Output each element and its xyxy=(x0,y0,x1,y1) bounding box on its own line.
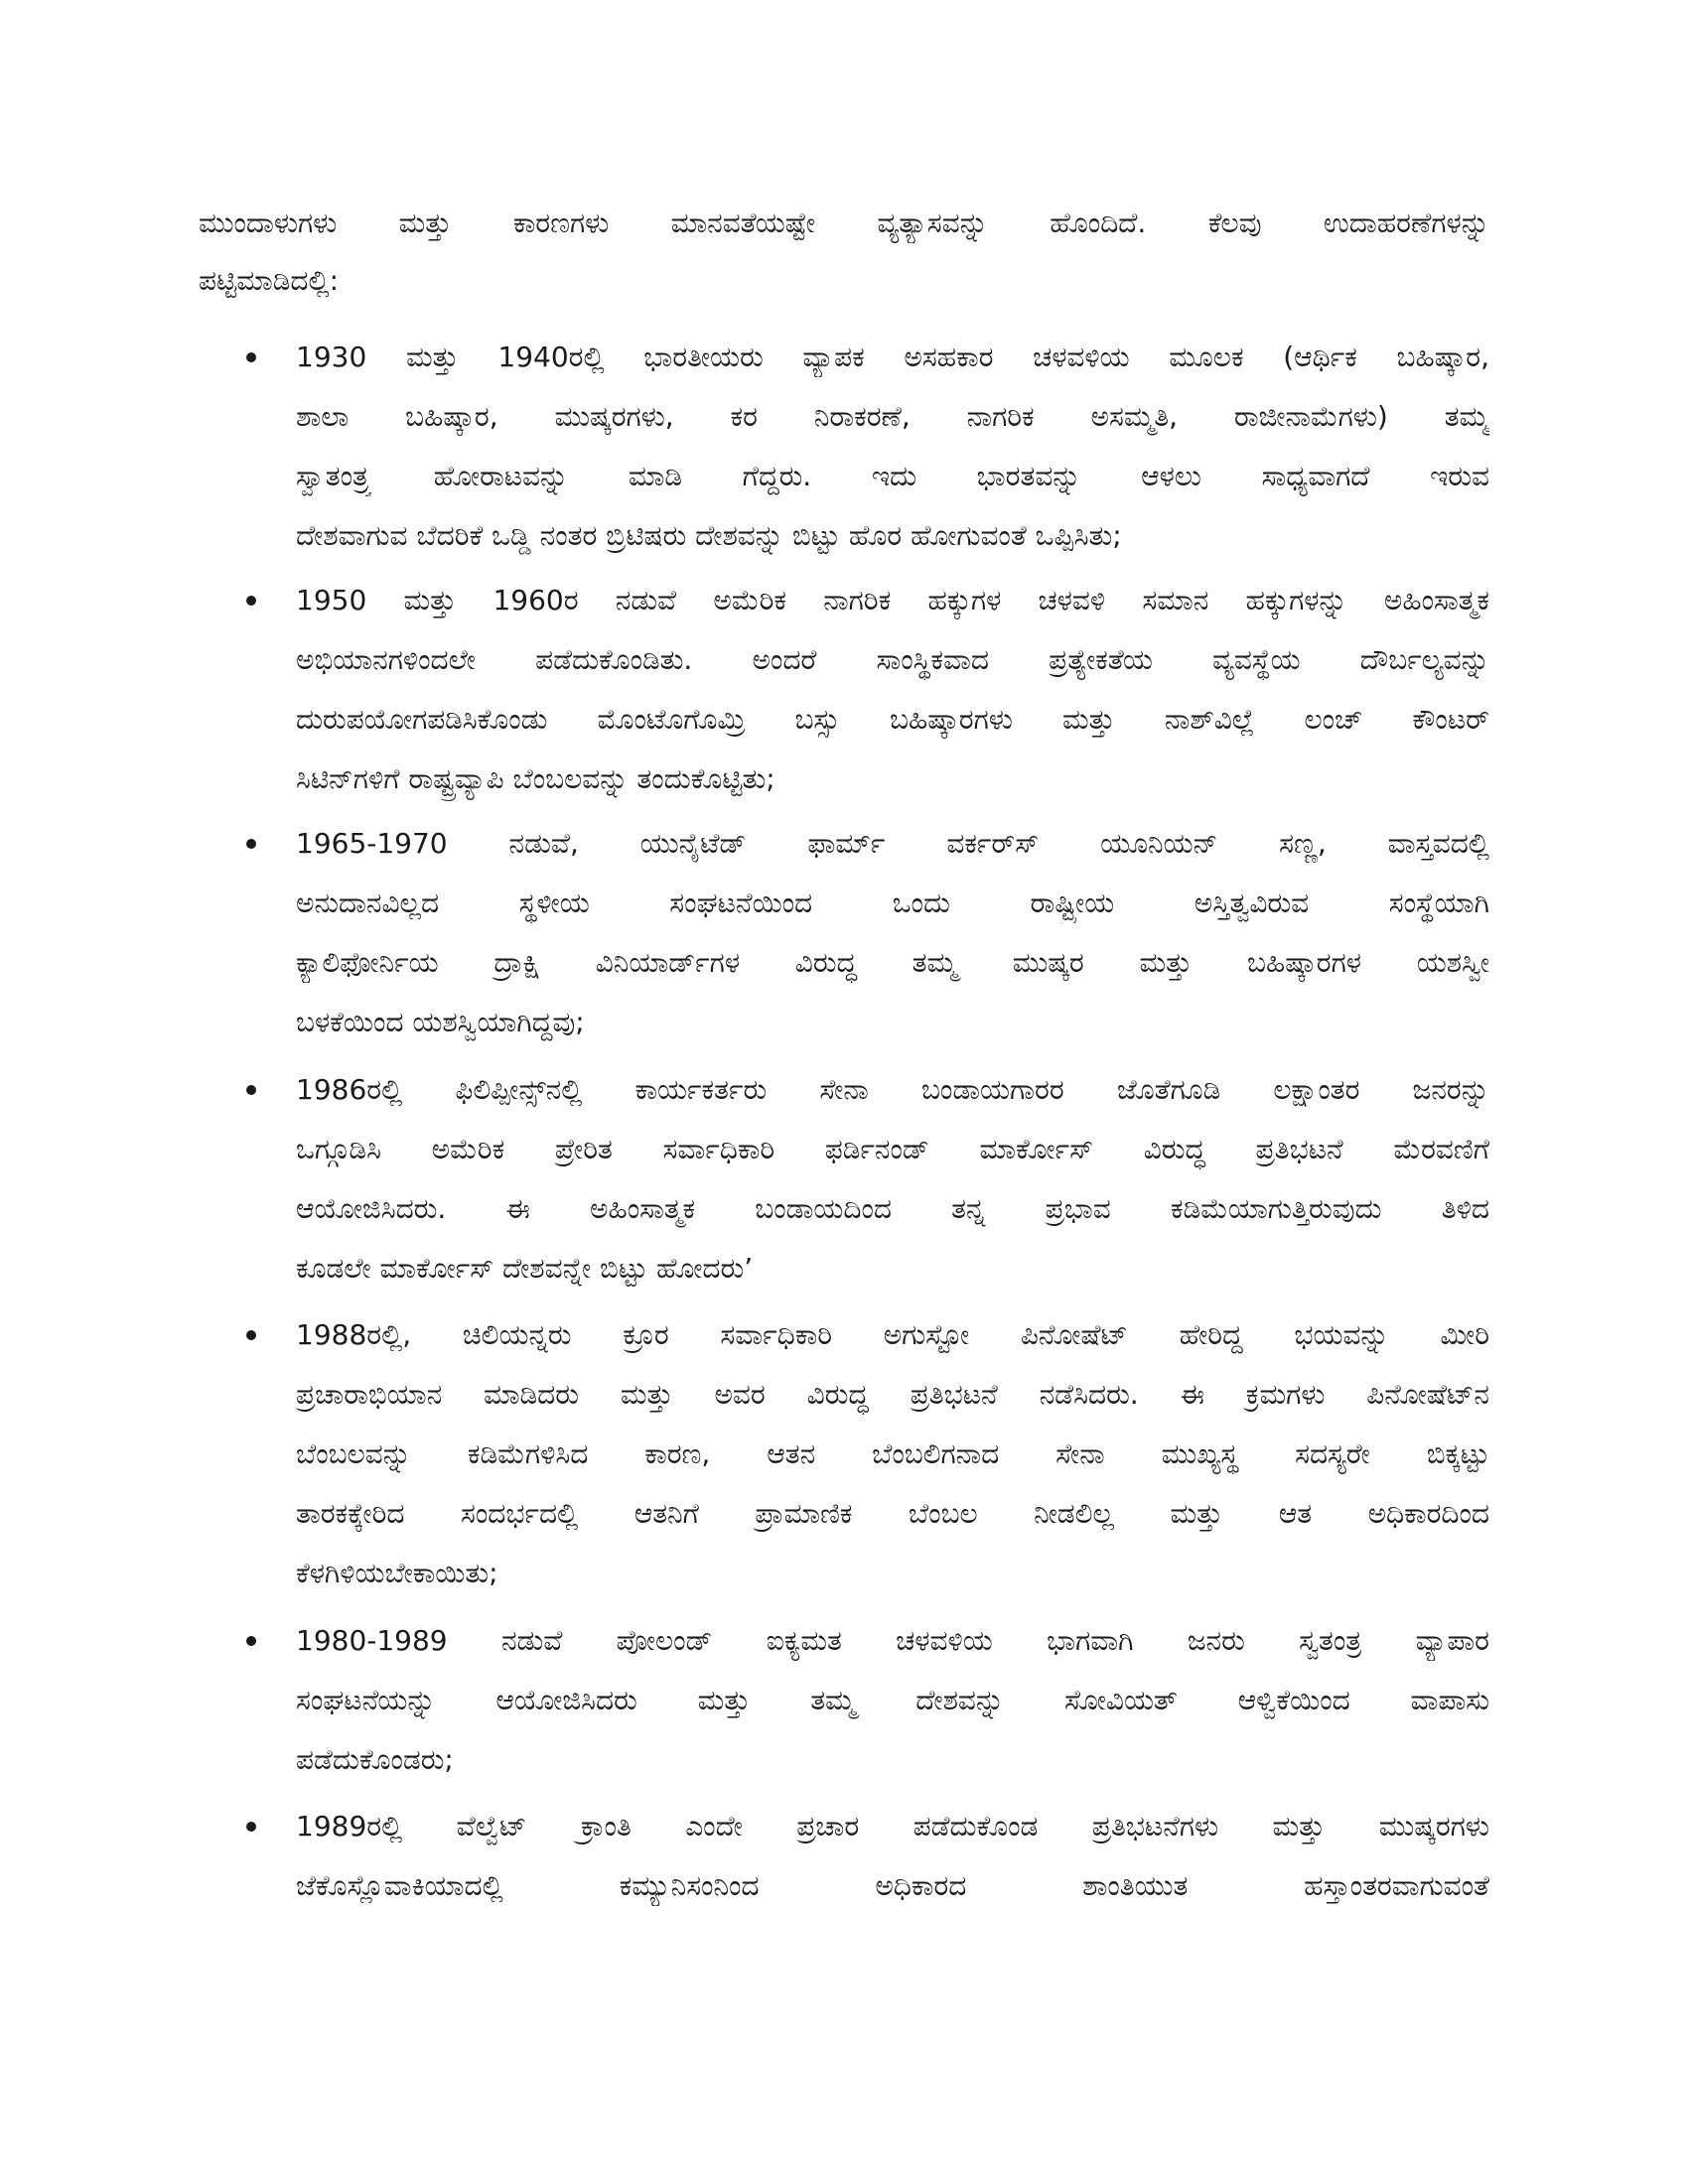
list-item-line: ಆಯೋಜಿಸಿದರು. ಈ ಅಹಿಂಸಾತ್ಮಕ ಬಂಡಾಯದಿಂದ ತನ್ನ ಪ್ರಭಾವ ಕಡಿಮೆಯಾಗುತ್ತಿರುವುದು ತಿಳಿದ xyxy=(296,1192,1489,1225)
list-item-line: ದುರುಪಯೋಗಪಡಿಸಿಕೊಂಡು ಮೊಂಟೊಗೊಮ್ರಿ ಬಸ್ಸು ಬಹಿಷ್ಕಾರಗಳು ಮತ್ತು ನಾಶ್‌ವಿಲ್ಲೆ ಲಂಚ್ ಕೌಂಟರ್ xyxy=(296,703,1489,736)
bullet-icon xyxy=(246,1330,256,1340)
bullet-icon xyxy=(246,1822,256,1832)
intro-line: ಮುಂದಾಳುಗಳು ಮತ್ತು ಕಾರಣಗಳು ಮಾನವತೆಯಷ್ಟೇ ವ್ಯತ್ಯಾಸವನ್ನು ಹೊಂದಿದೆ. ಕೆಲವು ಉದಾಹರಣೆಗಳನ್ನು xyxy=(199,206,1489,239)
list-item-line: ಬಳಕೆಯಿಂದ ಯಶಸ್ವಿಯಾಗಿದ್ದವು; xyxy=(296,1006,585,1038)
list-item-line: ಒಗ್ಗೂಡಿಸಿ ಅಮೆರಿಕ ಪ್ರೇರಿತ ಸರ್ವಾಧಿಕಾರಿ ಫರ್ಡಿನಂಡ್ ಮಾರ್ಕೋಸ್ ವಿರುದ್ಧ ಪ್ರತಿಭಟನೆ ಮೆರವಣಿಗೆ xyxy=(296,1133,1489,1165)
bullet-icon xyxy=(246,352,256,362)
bullet-icon xyxy=(246,1636,256,1646)
list-item-line: 1989ರಲ್ಲಿ ವೆಲ್ವೆಟ್ ಕ್ರಾಂತಿ ಎಂದೇ ಪ್ರಚಾರ ಪಡೆದುಕೊಂಡ ಪ್ರತಿಭಟನೆಗಳು ಮತ್ತು ಮುಷ್ಕರಗಳು xyxy=(296,1810,1489,1843)
bullet-icon xyxy=(246,596,256,606)
list-item-line: ಕೂಡಲೇ ಮಾರ್ಕೋಸ್ ದೇಶವನ್ನೇ ಬಿಟ್ಟು ಹೋದರು’ xyxy=(296,1252,754,1285)
list-item-line: ಕ್ಯಾಲಿಫೋರ್ನಿಯ ದ್ರಾಕ್ಷಿ ವಿನಿಯಾರ್ಡ್‌ಗಳ ವಿರುದ್ಧ ತಮ್ಮ ಮುಷ್ಕರ ಮತ್ತು ಬಹಿಷ್ಕಾರಗಳ ಯಶಸ್ವೀ xyxy=(296,946,1489,979)
intro-line: ಪಟ್ಟಿಮಾಡಿದಲ್ಲಿ: xyxy=(199,264,340,297)
list-item-line: ಸ್ವಾತಂತ್ರ್ಯ ಹೋರಾಟವನ್ನು ಮಾಡಿ ಗೆದ್ದರು. ಇದು ಭಾರತವನ್ನು ಆಳಲು ಸಾಧ್ಯವಾಗದೆ ಇರುವ xyxy=(296,460,1489,492)
list-item-line: 1930 ಮತ್ತು 1940ರಲ್ಲಿ ಭಾರತೀಯರು ವ್ಯಾಪಕ ಅಸಹಕಾರ ಚಳವಳಿಯ ಮೂಲಕ (ಆರ್ಥಿಕ ಬಹಿಷ್ಕಾರ, xyxy=(296,341,1489,373)
list-item-line: 1950 ಮತ್ತು 1960ರ ನಡುವೆ ಅಮೆರಿಕ ನಾಗರಿಕ ಹಕ್ಕುಗಳ ಚಳವಳಿ ಸಮಾನ ಹಕ್ಕುಗಳನ್ನು ಅಹಿಂಸಾತ್ಮಕ xyxy=(296,584,1489,616)
list-item-line: ಶಾಲಾ ಬಹಿಷ್ಕಾರ, ಮುಷ್ಕರಗಳು, ಕರ ನಿರಾಕರಣೆ, ನಾಗರಿಕ ಅಸಮ್ಮತಿ, ರಾಜೀನಾಮೆಗಳು) ತಮ್ಮ xyxy=(296,400,1489,433)
list-item-line: ಕೆಳಗಿಳಿಯಬೇಕಾಯಿತು; xyxy=(296,1557,498,1589)
list-item-line: ಜೆಕೊಸ್ಲೊವಾಕಿಯಾದಲ್ಲಿ ಕಮ್ಯುನಿಸಂನಿಂದ ಅಧಿಕಾರದ ಶಾಂತಿಯುತ ಹಸ್ತಾಂತರವಾಗುವಂತೆ xyxy=(296,1869,1489,1902)
list-item-line: ಅಭಿಯಾನಗಳಿಂದಲೇ ಪಡೆದುಕೊಂಡಿತು. ಅಂದರೆ ಸಾಂಸ್ಥಿಕವಾದ ಪ್ರತ್ಯೇಕತೆಯ ವ್ಯವಸ್ಥೆಯ ದೌರ್ಬಲ್ಯವನ್ನು xyxy=(296,643,1489,676)
list-item-line: 1988ರಲ್ಲಿ, ಚಿಲಿಯನ್ನರು ಕ್ರೂರ ಸರ್ವಾಧಿಕಾರಿ ಅಗುಸ್ಟೋ ಪಿನೋಷೆಟ್ ಹೇರಿದ್ದ ಭಯವನ್ನು ಮೀರಿ xyxy=(296,1318,1489,1351)
list-item-line: 1965-1970 ನಡುವೆ, ಯುನೈಟೆಡ್ ಫಾರ್ಮ್ ವರ್ಕರ್‌ಸ್ ಯೂನಿಯನ್ ಸಣ್ಣ, ವಾಸ್ತವದಲ್ಲಿ xyxy=(296,827,1489,860)
list-item-line: ಬೆಂಬಲವನ್ನು ಕಡಿಮೆಗಳಿಸಿದ ಕಾರಣ, ಆತನ ಬೆಂಬಲಿಗನಾದ ಸೇನಾ ಮುಖ್ಯಸ್ಥ ಸದಸ್ಯರೇ ಬಿಕ್ಕಟ್ಟು xyxy=(296,1437,1489,1470)
list-item-line: ಸಿಟಿನ್‌ಗಳಿಗೆ ರಾಷ್ಟ್ರವ್ಯಾಪಿ ಬೆಂಬಲವನ್ನು ತಂದುಕೊಟ್ಟಿತು; xyxy=(296,762,775,795)
list-item-line: ತಾರಕಕ್ಕೇರಿದ ಸಂದರ್ಭದಲ್ಲಿ ಆತನಿಗೆ ಪ್ರಾಮಾಣಿಕ ಬೆಂಬಲ ನೀಡಲಿಲ್ಲ ಮತ್ತು ಆತ ಅಧಿಕಾರದಿಂದ xyxy=(296,1497,1489,1530)
list-item-line: 1980-1989 ನಡುವೆ ಪೋಲಂಡ್ ಐಕ್ಯಮತ ಚಳವಳಿಯ ಭಾಗವಾಗಿ ಜನರು ಸ್ವತಂತ್ರ ವ್ಯಾಪಾರ xyxy=(296,1624,1489,1657)
list-item-line: ಸಂಘಟನೆಯನ್ನು ಆಯೋಜಿಸಿದರು ಮತ್ತು ತಮ್ಮ ದೇಶವನ್ನು ಸೋವಿಯತ್ ಆಳ್ವಿಕೆಯಿಂದ ವಾಪಾಸು xyxy=(296,1684,1489,1716)
bullet-icon xyxy=(246,839,256,849)
bullet-icon xyxy=(246,1085,256,1095)
list-item-line: ಪ್ರಚಾರಾಭಿಯಾನ ಮಾಡಿದರು ಮತ್ತು ಅವರ ವಿರುದ್ಧ ಪ್ರತಿಭಟನೆ ನಡೆಸಿದರು. ಈ ಕ್ರಮಗಳು ಪಿನೋಷೆಟ್‌ನ xyxy=(296,1378,1489,1411)
list-item-line: 1986ರಲ್ಲಿ ಫಿಲಿಪ್ಪೀನ್ಸ್‌ನಲ್ಲಿ ಕಾರ್ಯಕರ್ತರು ಸೇನಾ ಬಂಡಾಯಗಾರರ ಜೊತೆಗೂಡಿ ಲಕ್ಷಾಂತರ ಜನರನ್ನು xyxy=(296,1073,1489,1106)
list-item-line: ಪಡೆದುಕೊಂಡರು; xyxy=(296,1743,454,1776)
list-item-line: ದೇಶವಾಗುವ ಬೆದರಿಕೆ ಒಡ್ಡಿ ನಂತರ ಬ್ರಿಟಿಷರು ದೇಶವನ್ನು ಬಿಟ್ಟು ಹೊರ ಹೋಗುವಂತೆ ಒಪ್ಪಿಸಿತು; xyxy=(296,519,1122,552)
list-item-line: ಅನುದಾನವಿಲ್ಲದ ಸ್ಥಳೀಯ ಸಂಘಟನೆಯಿಂದ ಒಂದು ರಾಷ್ಟ್ರೀಯ ಅಸ್ತಿತ್ವವಿರುವ ಸಂಸ್ಥೆಯಾಗಿ xyxy=(296,887,1489,919)
